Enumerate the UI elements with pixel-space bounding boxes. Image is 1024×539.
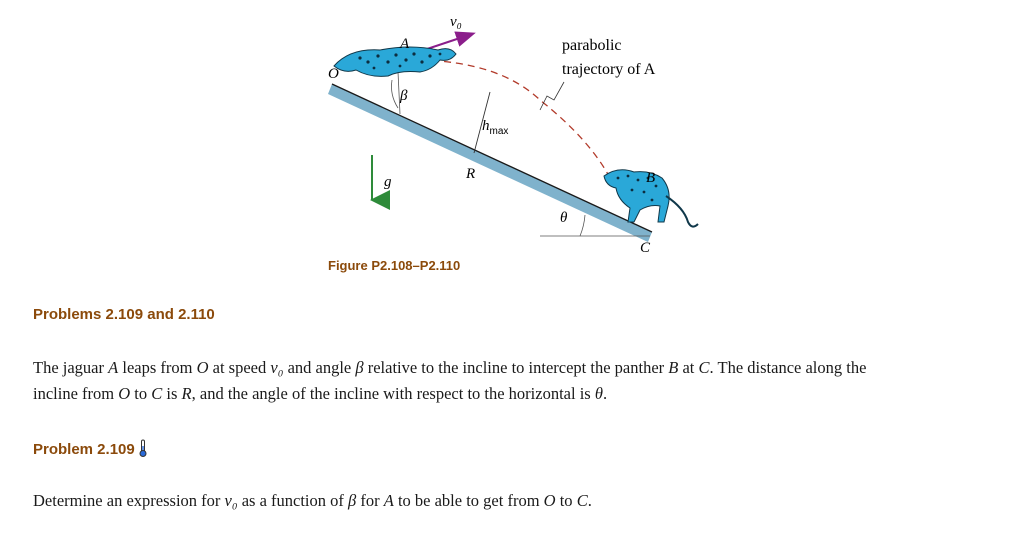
text: to <box>555 491 577 510</box>
label-v0: v₀ <box>450 14 462 30</box>
var-C: C <box>576 491 588 510</box>
text: is <box>162 384 182 403</box>
incline-surface <box>332 84 652 232</box>
beta-arc <box>392 80 398 108</box>
incline <box>328 84 652 242</box>
var-A: A <box>108 358 119 377</box>
text: . The distance along the <box>709 358 867 377</box>
text: . <box>602 384 608 403</box>
var-O: O <box>543 491 556 510</box>
label-C: C <box>640 240 651 256</box>
var-C: C <box>151 384 163 403</box>
label-hmax-sub: max <box>489 126 509 137</box>
var-theta: θ <box>594 384 603 403</box>
problem-heading <box>33 439 147 458</box>
label-R: R <box>466 166 476 182</box>
var-beta: β <box>348 491 357 510</box>
text: leaps from <box>118 358 197 377</box>
label-pointer <box>540 82 564 110</box>
text: and angle <box>283 358 356 377</box>
var-A: A <box>383 491 394 510</box>
figure-caption: Figure P2.108–P2.110 <box>328 258 461 273</box>
label-B: B <box>646 170 656 186</box>
text: The jaguar <box>33 358 109 377</box>
text: to <box>130 384 152 403</box>
var-beta: β <box>355 358 364 377</box>
var-v0: v₀ <box>224 491 238 510</box>
text: at <box>678 358 699 377</box>
label-beta: β <box>400 88 408 104</box>
var-C: C <box>698 358 710 377</box>
label-theta: θ <box>560 210 568 226</box>
label-O: O <box>328 66 339 82</box>
theta-arc <box>580 215 585 236</box>
label-trajectory-of-A: trajectory of A <box>562 61 656 78</box>
text: Determine an expression for <box>33 491 225 510</box>
var-O: O <box>118 384 131 403</box>
var-R: R <box>181 384 192 403</box>
thermometer-icon <box>139 439 147 457</box>
text: at speed <box>208 358 271 377</box>
text: relative to the incline to intercept the panther <box>363 358 669 377</box>
text: for <box>356 491 384 510</box>
label-g: g <box>384 174 392 190</box>
text: to be able to get from <box>393 491 544 510</box>
text: , and the angle of the incline with respect to the horizontal is <box>191 384 595 403</box>
question-text <box>33 488 983 514</box>
var-v0: v₀ <box>270 358 284 377</box>
var-O: O <box>196 358 209 377</box>
var-B: B <box>668 358 679 377</box>
problems-heading: Problems 2.109 and 2.110 <box>33 306 215 323</box>
label-hmax-h: h <box>482 118 490 134</box>
text: incline from <box>33 384 119 403</box>
problem-statement <box>33 355 983 407</box>
jaguar-illustration <box>334 47 456 76</box>
label-A: A <box>400 36 410 52</box>
text: . <box>587 491 592 510</box>
jaguar-incline-figure <box>300 0 720 260</box>
text: as a function of <box>237 491 349 510</box>
label-hmax <box>482 118 508 137</box>
label-parabolic: parabolic <box>562 37 622 54</box>
problem-heading-label: Problem 2.109 <box>33 441 135 458</box>
